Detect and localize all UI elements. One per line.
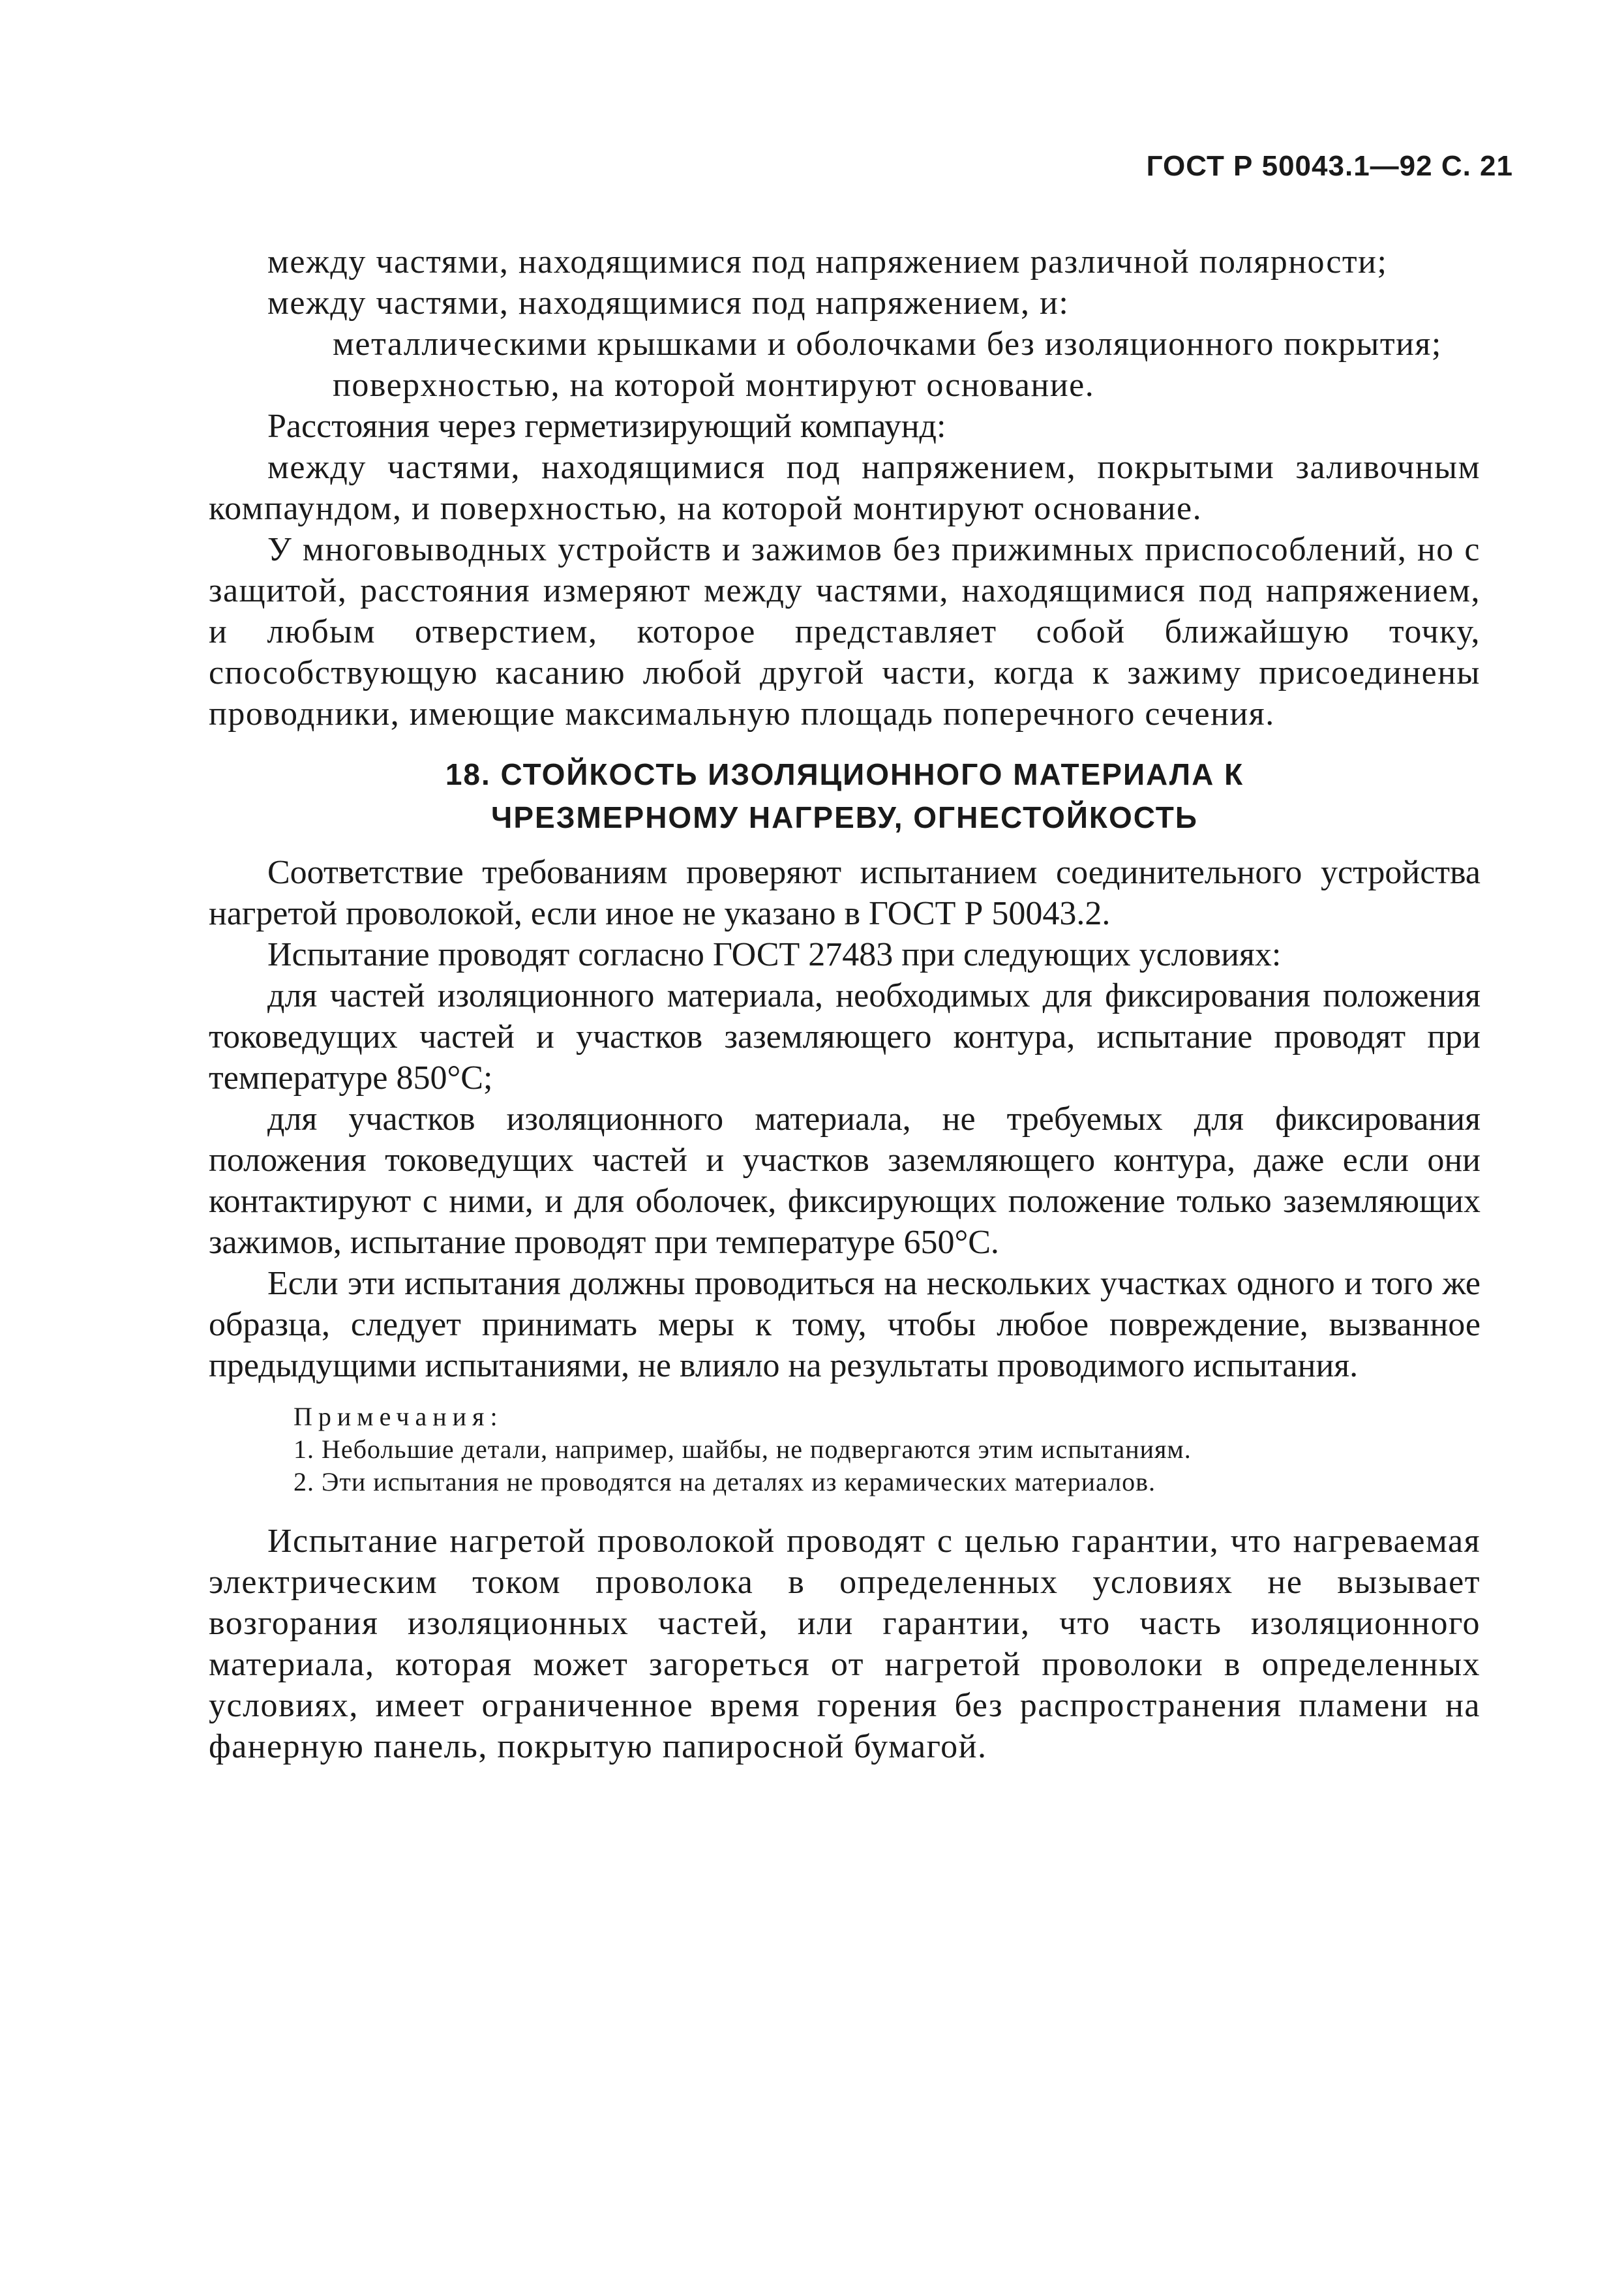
note-item-2: 2. Эти испытания не проводятся на деталях из керамических материалов. — [293, 1467, 1156, 1496]
paragraph-multiple-areas: Если эти испытания должны проводиться на нескольких участках одного и того же образца, следует принимать меры к тому, чтобы любое повреждение, вызванное предыдущими испытаниями, не влияло на результаты проводимого испытания. — [209, 1265, 1481, 1384]
paragraph-between-parts-and: между частями, находящимися под напряжением, и: — [267, 284, 1070, 322]
paragraph-between-parts-polarity: между частями, находящимися под напряжением различной полярности; — [267, 243, 1388, 281]
paragraph-metal-covers: металлическими крышками и оболочками без изоляционного покрытия; — [333, 326, 1442, 363]
body-text — [209, 241, 1481, 1767]
running-header: ГОСТ Р 50043.1—92 С. 21 — [1146, 150, 1513, 182]
notes-block — [209, 1401, 1481, 1498]
section-heading-line-2: ЧРЕЗМЕРНОМУ НАГРЕВУ, ОГНЕСТОЙКОСТЬ — [491, 800, 1198, 834]
paragraph-compliance-check: Соответствие требованиям проверяют испытанием соединительного устройства нагретой проволокой, если иное не указано в ГОСТ Р 50043.2. — [209, 854, 1481, 932]
section-heading — [209, 753, 1481, 839]
notes-title: Примечания: — [293, 1402, 504, 1431]
paragraph-glow-wire-purpose: Испытание нагретой проволокой проводят с целью гарантии, что нагреваемая электрическим током проволока в определенных условиях не вызывает возгорания изоляционных частей, или гарантии, что часть изоляционного материала, которая может загореться от нагретой проволоки в определенных условиях, имеет ограниченное время горения без распространения пламени на фанерную панель, покрытую папиросной бумагой. — [209, 1523, 1481, 1765]
section-heading-line-1: 18. СТОЙКОСТЬ ИЗОЛЯЦИОННОГО МАТЕРИАЛА К — [445, 757, 1244, 791]
paragraph-test-conditions: Испытание проводят согласно ГОСТ 27483 при следующих условиях: — [267, 936, 1282, 973]
paragraph-sealing-compound: Расстояния через герметизирующий компаунд: — [267, 408, 946, 445]
paragraph-mounting-surface: поверхностью, на которой монтируют основание. — [333, 367, 1095, 404]
paragraph-multi-terminal-devices: У многовыводных устройств и зажимов без прижимных приспособлений, но с защитой, расстояния измеряют между частями, находящимися под напряжением, и любым отверстием, которое представляет собой ближайшую точку, способствующую касанию любой другой части, когда к зажиму присоединены проводники, имеющие максимальную площадь поперечного сечения. — [209, 531, 1481, 733]
paragraph-650-condition: для участков изоляционного материала, не требуемых для фиксирования положения токоведущих частей и участков заземляющего контура, даже если они контактируют с ними, и для оболочек, фиксирующих положение только заземляющих зажимов, испытание проводят при температуре 650°С. — [209, 1100, 1481, 1261]
paragraph-850-condition: для частей изоляционного материала, необходимых для фиксирования положения токоведущих частей и участков заземляющего контура, испытание проводят при температуре 850°С; — [209, 977, 1481, 1097]
note-item-1: 1. Небольшие детали, например, шайбы, не подвергаются этим испытаниям. — [293, 1434, 1192, 1464]
paragraph-potting-compound: между частями, находящимися под напряжением, покрытыми заливочным компаундом, и поверхностью, на которой монтируют основание. — [209, 449, 1481, 527]
